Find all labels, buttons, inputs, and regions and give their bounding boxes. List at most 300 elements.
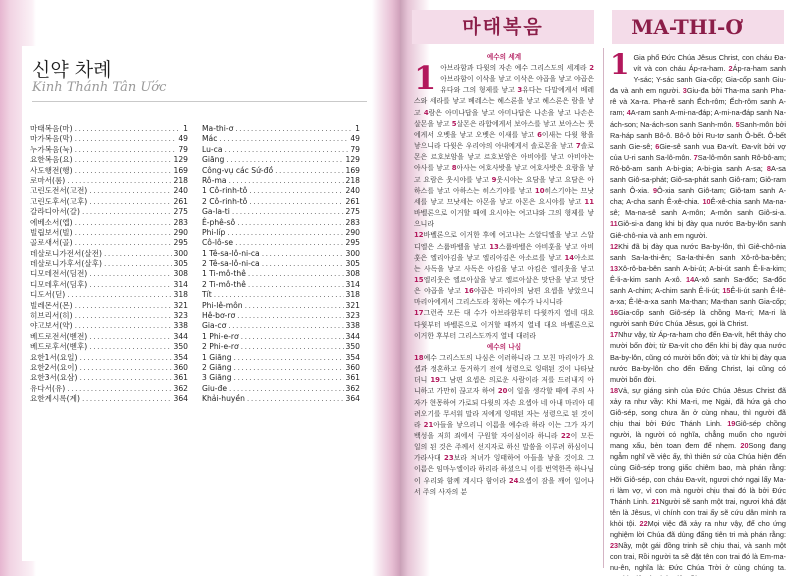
toc-entry [202,353,360,363]
korean-book-title: 마태복음 [462,16,544,38]
verse-number: 21 [651,496,660,506]
verse-number: 23 [444,454,454,463]
toc-page-number: 362 [173,383,188,393]
vietnamese-verse: Ê-xê-chia sanh Ma-na-sê; Ma-na-sê sanh A-môn; A-môn sanh Giô-si-a. [610,197,786,218]
toc-entry [30,249,188,259]
toc-leader-dots [79,353,171,363]
toc-book-name: 1 Giăng [202,352,232,362]
toc-leader-dots [219,134,348,144]
toc-page-number: 364 [173,394,188,404]
toc-page-number: 295 [345,238,360,248]
toc-leader-dots [245,301,344,311]
toc-page-number: 338 [173,321,188,331]
toc-entry [30,155,188,165]
verse-number: 6 [537,130,542,139]
verse-number: 11 [610,219,618,229]
vietnamese-verse: Ê-li-út sanh Ê-lê-a-xa; Ê-lê-a-xa sanh Ma-than; Ma-than sanh Gia-cốp; [610,285,786,307]
toc-leader-dots [214,290,344,300]
toc-page-number: 290 [173,227,188,237]
korean-verse: 바벨론으로 이거한 후에 여고냐는 스알디엘을 낳고 스알디엘은 스룹바벨을 낳고 [414,231,594,251]
toc-entry [30,384,188,394]
toc-entry [30,145,188,155]
toc-leader-dots [104,259,172,269]
korean-verse: 보라 처녀가 잉태하여 아들을 낳을 것이요 그 이름은 임마누엘이라 하리라 하셨으니 이를 번역한즉 하나님이 우리와 함께 계시다 함이라 [414,454,594,485]
toc-leader-dots [75,311,172,321]
toc-page-number: 305 [345,259,360,269]
toc-book-name: Phi-lê-môn [202,300,243,310]
toc-page-number: 218 [173,175,188,185]
toc-entry [202,311,360,321]
vietnamese-title-banner [612,10,784,44]
toc-leader-dots [67,290,171,300]
verse-number: 23 [610,541,619,551]
toc-leader-dots [75,321,172,331]
toc-page-number: 350 [173,342,188,352]
korean-section-heading: 예수의 세계 [486,53,522,61]
korean-section-heading: 예수의 나심 [486,342,522,351]
toc-leader-dots [75,134,177,144]
toc-book-name: 빌립보서(빌) [30,227,73,237]
korean-verse: 야곱은 마리아의 남편 요셉을 낳았으니 마리아에게서 그리스도라 칭하는 예수가 나시니라 [414,287,594,307]
toc-book-name: 에베소서(엡) [30,217,73,227]
toc-book-name: Hê-bơ-rơ [202,311,236,321]
toc-page-number: 218 [345,175,360,185]
verse-number: 22 [561,432,571,440]
toc-page-number: 314 [345,279,360,289]
vietnamese-verse: Xô-rô-ba-bên sanh A-bi-út; A-bi-út sanh Ê-li-a-kim; Ê-li-a-kim sanh A-xô. [610,263,786,284]
korean-verse: 히스기야는 므낫세를 낳고 므낫세는 아몬을 낳고 아몬은 요시야를 낳고 [414,186,594,206]
verse-number: 17 [610,330,619,340]
toc-leader-dots [75,228,172,238]
toc-book-name: 누가복음(눅) [30,144,73,154]
toc-entry [30,280,188,290]
toc-page-number: 318 [173,290,188,300]
toc-book-name: Gia-cơ [202,321,227,331]
vietnamese-verse: Nầy, một gái đồng trinh sẽ chịu thai, và sanh một con trai, Rồi người ta sẽ đặt tên con trai đó là Em-ma-nu-ên, nghĩa là: Đức Chúa Trời ở cùng chúng ta. [610,541,786,573]
toc-entry [202,197,360,207]
korean-verse: 솔로몬은 르호보암을 낳고 르호보암은 아비야를 낳고 아비야는 아사를 낳고 [414,142,594,173]
toc-entry [30,290,188,300]
korean-verse: 아브라함이 이삭을 낳고 이삭은 야곱을 낳고 야곱은 유다와 그의 형제를 낳고 [440,75,594,95]
toc-leader-dots [226,155,343,165]
toc-page-number: 261 [173,196,188,206]
toc-leader-dots [234,373,344,383]
toc-entry [202,290,360,300]
toc-book-name: Khải-huyền [202,394,245,404]
verse-number: 3 [517,86,523,95]
toc-leader-dots [234,353,344,363]
korean-text-column [414,52,594,576]
verse-number: 4 [626,108,631,118]
toc-page-number: 321 [173,300,188,310]
toc-book-name: 유다서(유) [30,383,66,393]
toc-leader-dots [75,124,182,134]
toc-leader-dots [67,384,171,394]
toc-page-number: 300 [345,248,360,258]
toc-entry [30,166,188,176]
toc-entry [30,259,188,269]
verse-number: 16 [610,308,619,318]
toc-book-name: Ma-thi-ơ [202,124,234,133]
toc-page-number: 344 [345,331,360,341]
toc-book-name: 빌레몬서(몬) [30,300,73,310]
toc-book-name: Ê-phê-sô [202,217,236,227]
toc-page-number: 129 [173,155,188,165]
toc-entry [202,384,360,394]
toc-leader-dots [229,176,344,186]
vietnamese-text-column [610,52,786,576]
toc-page-number: 261 [345,196,360,206]
korean-verse: 엘리웃은 엘르아살을 낳고 엘르아살은 맛단을 낳고 맛단은 야곱을 낳고 [414,275,594,296]
toc-book-name: 골로새서(골) [30,238,73,248]
verse-number: 17 [414,309,424,318]
verse-number: 8 [451,164,457,173]
verse-number: 2 [728,64,733,74]
toc-book-name: 디모데전서(딤전) [30,269,88,279]
toc-book-name: 마태복음(마) [30,124,73,133]
toc-korean-list [30,124,188,405]
verse-number: 7 [575,142,581,151]
toc-leader-dots [234,363,344,373]
toc-book-name: 요한1서(요일) [30,352,78,362]
toc-book-name: 마가복음(막) [30,134,73,144]
toc-entry [202,176,360,186]
vietnamese-verse: Gia-cốp sanh Giô-sép là chồng Ma-ri; Ma-ri là người sanh Đức Chúa Jêsus, gọi là Christ. [610,308,786,329]
toc-entry [202,145,360,155]
korean-chapter-number: 1 [414,59,437,97]
toc-book-name: 히브리서(히) [30,311,73,321]
toc-leader-dots [89,197,171,207]
korean-verse: 이 모든 일의 된 것은 주께서 선지자로 하신 말씀을 이루려 하심이니 가라사대 [414,432,594,463]
vietnamese-verse: Áp-ra-ham sanh Y-sác; Y-sác sanh Gia-cốp; Gia-cốp sanh Giu-đa và anh em người. [610,64,786,96]
korean-verse: 스룹바벨은 아비훗을 낳고 아비훗은 엘리아김을 낳고 엘리아김은 아소르를 낳고 [414,242,594,262]
toc-page-number: 305 [173,259,188,269]
toc-entry [202,363,360,373]
toc-page-number: 361 [173,373,188,383]
korean-verse: 웃시야는 요담을 낳고 요담은 아하스를 낳고 아하스는 히스기야를 낳고 [414,175,594,195]
verse-number: 9 [491,175,497,184]
toc-book-name: Cô-lô-se [202,238,234,248]
toc-book-name: 야고보서(약) [30,321,73,331]
toc-book-name: 디도서(딛) [30,290,66,300]
toc-book-name: Tít [202,290,212,300]
toc-book-name: Giăng [202,155,225,165]
verse-number: 3 [682,86,687,96]
vietnamese-verse: A-sa sanh Giô-sa-phát; Giô-sa-phát sanh Giô-ram; Giô-ram sanh Ô-xia. [610,163,786,196]
toc-book-name: 베드로후서(벧후) [30,342,88,352]
toc-title: 신약 차례 [32,59,112,81]
vietnamese-verse: A-ram sanh A-mi-na-đáp; A-mi-na-đáp sanh Na-ách-son; Na-ách-son sanh Sanh-môn. [610,108,786,129]
toc-book-name: Lu-ca [202,144,223,154]
vietnamese-verse: Giu-đa bởi Tha-ma sanh Pha-rê và Xa-ra. Pha-rê sanh Ếch-rôm; Ếch-rôm sanh A-ram; [610,86,786,118]
vietnamese-verse: Song đang ngẫm nghĩ về việc ấy, thì thiên sứ của Chúa hiện đến cùng Giô-sép trong giấc chiêm bao, mà phán rằng: Hỡi Giô-sép, con cháu Đa-vít, ngươi chớ ngại lấy Ma-ri làm vợ, vì con mà người chịu thai đó là bởi Đức Thánh Linh. [610,441,786,506]
toc-book-name: 베드로전서(벧전) [30,331,88,341]
korean-verse: 아사는 여호사밧을 낳고 여호사밧은 요람을 낳고 요람은 웃시야를 낳고 [414,164,594,184]
toc-entry [30,269,188,279]
toc-entry [202,342,360,352]
toc-book-name: 로마서(롬) [30,175,66,185]
toc-entry [202,301,360,311]
vietnamese-verse: Giô-si-a đang khi bị đày qua nước Ba-by-lôn sanh Giê-chô-nia và anh em người. [610,219,786,240]
vietnamese-verse: A-xô sanh Sa-đốc; Sa-đốc sanh A-chim; A-chim sanh Ê-li-út; [610,274,786,295]
korean-verse: 람은 아미나답을 낳고 아미나답은 나손을 낳고 나손은 살몬을 낳고 [414,108,594,128]
toc-subtitle: Kinh Thánh Tân Ước [32,80,167,95]
toc-page-number: 338 [345,321,360,331]
toc-book-name: 디모데후서(딤후) [30,279,88,289]
toc-leader-dots [89,342,171,352]
toc-entry [202,218,360,228]
toc-entry [202,269,360,279]
toc-entry [30,207,188,217]
toc-page-number: 354 [173,352,188,362]
toc-entry [202,373,360,383]
korean-verse: 아들을 낳으리니 이름을 예수라 하라 이는 그가 자기 백성을 저희 죄에서 구원할 자이심이라 하니라 [414,420,594,440]
toc-vietnamese-list [202,124,360,405]
verse-number: 24 [508,476,519,485]
toc-entry [30,218,188,228]
toc-leader-dots [67,176,171,186]
toc-page-number: 79 [178,144,188,154]
toc-page-number: 323 [173,311,188,321]
verse-number: 9 [652,186,657,196]
toc-leader-dots [104,249,172,259]
korean-verse: 바벨론으로 이거할 때에 요시야는 여고냐와 그의 형제를 낳으니라 [414,209,594,229]
korean-verse: 요셉이 잠을 깨어 일어나서 주의 사자의 분 [414,476,594,496]
toc-leader-dots [79,363,171,373]
verse-number: 2 [589,64,594,72]
toc-page-number: 49 [350,134,360,144]
toc-leader-dots [235,124,353,134]
toc-entry [202,238,360,248]
toc-page-number: 362 [345,383,360,393]
toc-page-number: 275 [173,207,188,217]
toc-leader-dots [227,228,343,238]
vietnamese-chapter-number: 1 [610,52,630,81]
verse-number: 15 [414,275,424,284]
toc-page-number: 321 [345,300,360,310]
toc-leader-dots [228,321,343,331]
toc-book-name: 고린도후서(고후) [30,196,88,206]
toc-page-number: 1 [183,124,188,133]
toc-entry [202,186,360,196]
toc-entry [30,311,188,321]
korean-verse: 예수 그리스도의 나심은 이러하니라 그 모친 마리아가 요셉과 정혼하고 동거하기 전에 성령으로 잉태된 것이 나타났더니 [414,353,594,385]
verse-number: 21 [423,420,434,429]
verse-number: 8 [766,163,771,173]
toc-leader-dots [262,259,344,269]
toc-entry [30,124,188,134]
toc-book-name: 요한3서(요삼) [30,373,78,383]
verse-number: 10 [702,197,711,207]
vietnamese-verse: Sa-lô-môn sanh Rô-bô-am; Rô-bô-am sanh A-bi-gia; A-bi-gia sanh A-sa; [610,152,786,173]
verse-number: 16 [464,287,474,296]
toc-book-name: 요한복음(요) [30,155,73,165]
toc-book-name: 데살로니가후서(살후) [30,259,102,269]
toc-page-number: 240 [345,186,360,196]
toc-entry [30,186,188,196]
toc-book-name: 2 Phi-e-rơ [202,342,239,352]
korean-verse: 이새는 다윗 왕을 낳으니라 다윗은 우리야의 아내에게서 솔로몬을 낳고 [414,130,594,151]
toc-entry [30,373,188,383]
verse-number: 22 [639,518,648,528]
toc-book-name: 고린도전서(고전) [30,186,88,196]
toc-book-name: 1 Cô-rinh-tô [202,186,248,196]
toc-leader-dots [79,373,171,383]
verse-number: 13 [610,263,619,273]
toc-page-number: 295 [173,238,188,248]
verse-number: 5 [735,119,740,129]
toc-entry [202,394,360,404]
toc-entry [30,342,188,352]
toc-leader-dots [82,207,172,217]
toc-entry [30,321,188,331]
toc-page-number: 361 [345,373,360,383]
toc-book-name: 2 Ti-mô-thê [202,279,246,289]
toc-page-number: 308 [173,269,188,279]
toc-book-name: 2 Giăng [202,362,232,372]
toc-entry [30,228,188,238]
toc-leader-dots [224,145,348,155]
verse-number: 14 [686,274,695,284]
toc-leader-dots [232,207,344,217]
toc-leader-dots [75,301,172,311]
toc-book-name: Công-vụ các Sứ-đồ [202,165,274,175]
verse-number: 7 [693,152,698,162]
toc-page-number: 318 [345,290,360,300]
toc-entry [202,124,360,134]
toc-entry [202,280,360,290]
korean-title-banner [412,10,594,44]
toc-page-number: 344 [173,331,188,341]
toc-entry [30,353,188,363]
vietnamese-book-title: MA-THI-Ơ [631,15,743,39]
toc-leader-dots [75,166,172,176]
toc-book-name: 요한2서(요이) [30,362,78,372]
toc-book-name: Rô-ma [202,175,227,185]
vietnamese-verse: Sanh-môn bởi Ra-háp sanh Bô-ô. Bô-ô bởi Ru-tơ sanh Ô-bết. Ô-bết sanh Gie-sê; [610,119,786,151]
korean-verse: 살몬은 라합에게서 보아스를 낳고 보아스는 룻에게서 오벳을 낳고 오벳은 이새를 낳고 [414,119,594,139]
toc-entry [202,166,360,176]
toc-book-name: 데살로니가전서(살전) [30,248,102,258]
toc-leader-dots [89,186,171,196]
toc-entry [202,249,360,259]
toc-page-number: 300 [173,248,188,258]
toc-page-number: 49 [178,134,188,144]
vietnamese-verse: Khi đã bị đày qua nước Ba-by-lôn, thì Giê-chô-nia sanh Sa-la-thi-ên; Sa-la-thi-ên sanh Xô-rô-ba-bên; [610,241,786,262]
korean-verse: 이 일을 생각할 때에 주의 사자가 현몽하여 가로되 다윗의 자손 요셉아 네 아내 마리아 데려오기를 무서워 말라 저에게 잉태된 자는 성령으로 된 것이라 [414,387,594,429]
toc-page-number: 1 [355,124,360,133]
verse-number: 19 [430,376,440,385]
toc-page-number: 169 [345,165,360,175]
toc-book-name: 갈라디아서(갈) [30,207,80,217]
verse-number: 20 [497,387,508,396]
toc-leader-dots [248,280,344,290]
toc-entry [202,134,360,144]
toc-entry [202,228,360,238]
toc-leader-dots [89,280,171,290]
toc-book-name: Ga-la-ti [202,207,230,217]
toc-leader-dots [75,145,177,155]
verse-number: 20 [740,441,749,451]
vietnamese-verse: Gie-sê sanh vua Đa-vít. Đa-vít bởi vợ của U-ri sanh Sa-lô-môn. [610,141,786,162]
toc-page-number: 283 [173,217,188,227]
verse-number: 6 [655,141,660,151]
toc-entry [202,155,360,165]
korean-verse: 아브라함과 다윗의 자손 예수 그리스도의 세계라 [440,64,590,72]
toc-leader-dots [229,384,343,394]
vietnamese-verse: Người sẽ sanh một trai, ngươi khá đặt tên là Jêsus, vì chính con trai ấy sẽ cứu dân mình ra khỏi tội. [610,496,786,528]
toc-book-name: 1 Ti-mô-thê [202,269,246,279]
toc-page-number: 283 [345,217,360,227]
toc-book-name: 1 Phi-e-rơ [202,331,239,341]
toc-page-number: 290 [345,227,360,237]
toc-leader-dots [247,394,344,404]
toc-entry [202,321,360,331]
toc-book-name: Giu-đe [202,383,228,393]
toc-page-number: 364 [345,394,360,404]
vietnamese-verse: Mọi việc đã xảy ra như vậy, để cho ứng nghiệm lời Chúa đã dùng đấng tiên tri mà phán rằng: [610,518,786,540]
toc-entry [202,207,360,217]
toc-leader-dots [89,269,171,279]
verse-number: 4 [423,108,429,117]
toc-leader-dots [241,342,344,352]
korean-verse: 그 남편 요셉은 의로운 사람이라 저를 드러내지 아니하고 가만히 끊고자 하여 [414,376,594,396]
toc-leader-dots [262,249,344,259]
column-divider [603,48,604,568]
toc-leader-dots [235,238,343,248]
toc-leader-dots [249,197,343,207]
toc-page-number: 354 [345,352,360,362]
scripture-page [400,0,800,576]
verse-number: 15 [722,285,731,295]
korean-verse: 그런즉 모든 대 수가 아브라함부터 다윗까지 열네 대요 다윗부터 바벨론으로 이거할 때까지 열네 대요 바벨론으로 이거한 후부터 그리스도까지 열네 대러라 [414,309,594,340]
toc-leader-dots [75,218,172,228]
korean-verse: 아소르는 사독을 낳고 사독은 아킴을 낳고 아킴은 엘리웃을 낳고 [414,253,594,273]
toc-divider [32,101,367,102]
toc-book-name: Mác [202,134,218,144]
toc-entry [30,176,188,186]
toc-leader-dots [82,394,172,404]
toc-entry [30,134,188,144]
vietnamese-verse: Gia phổ Đức Chúa Jêsus Christ, con cháu Đa-vít và con cháu Áp-ra-ham. [633,53,786,74]
toc-page-number: 240 [173,186,188,196]
toc-leader-dots [249,186,343,196]
toc-page-number: 314 [173,279,188,289]
toc-leader-dots [241,332,344,342]
toc-leader-dots [237,218,343,228]
verse-number: 14 [564,253,575,262]
toc-page-number: 360 [345,362,360,372]
toc-book-name: 요한계시록(계) [30,394,80,404]
toc-page-number: 129 [345,155,360,165]
verse-number: 12 [414,231,424,240]
verse-number: 18 [610,385,619,395]
toc-page-number: 169 [173,165,188,175]
toc-leader-dots [248,269,344,279]
toc-page-number: 275 [345,207,360,217]
toc-book-name: 2 Cô-rinh-tô [202,196,248,206]
toc-page-number: 360 [173,362,188,372]
toc-entry [30,394,188,404]
toc-entry [30,238,188,248]
toc-book-name: 사도행전(행) [30,165,73,175]
toc-entry [30,363,188,373]
verse-number: 18 [414,353,424,362]
korean-verse: 유다는 다말에게서 베레스와 세라를 낳고 베레스는 헤스론을 낳고 헤스론은 람을 낳고 [414,86,594,117]
toc-entry [30,332,188,342]
toc-book-name: 1 Tê-sa-lô-ni-ca [202,248,260,258]
verse-number: 13 [489,242,499,251]
